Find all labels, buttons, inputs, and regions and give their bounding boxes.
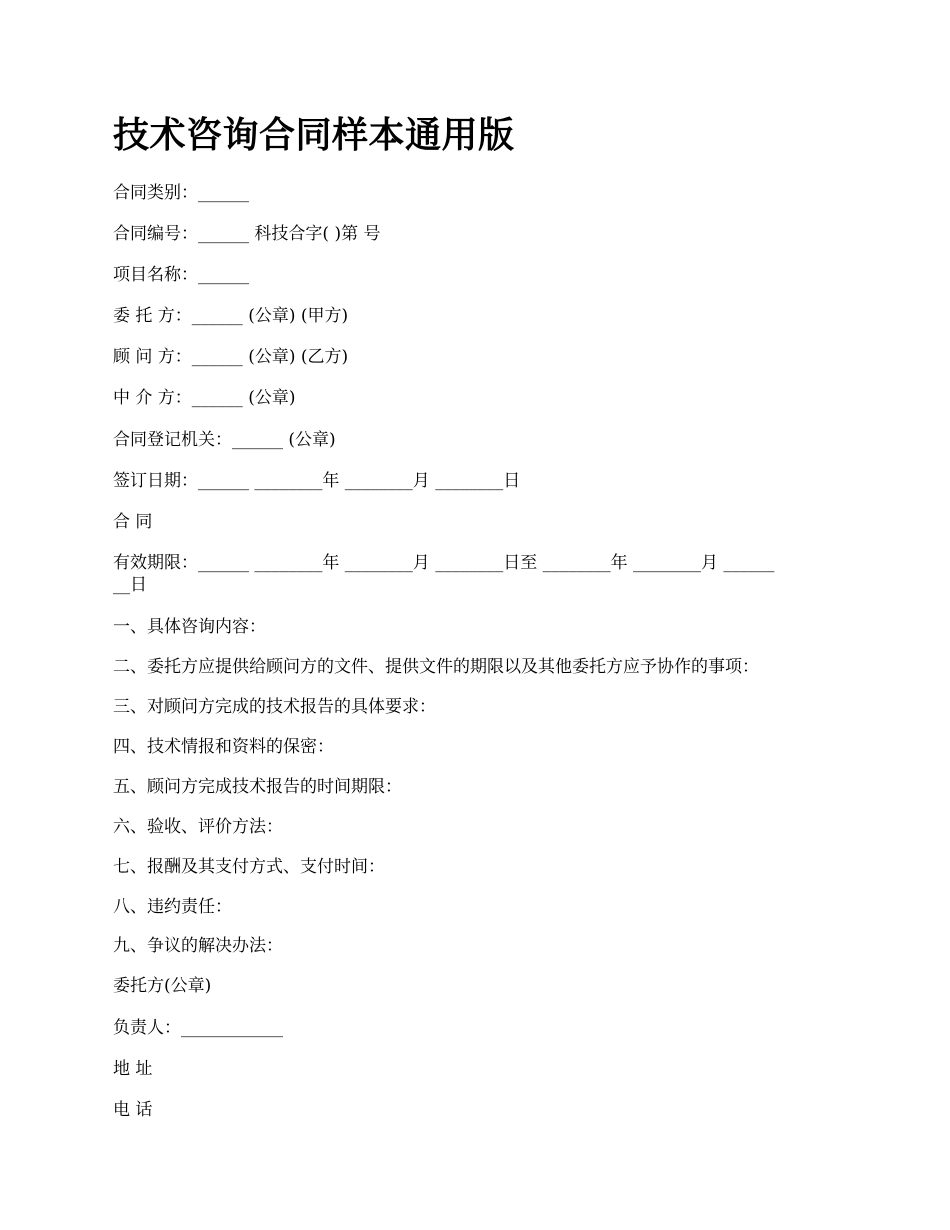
validity-period-continuation: __日 <box>113 575 147 595</box>
phone-line: 电 话 <box>113 1100 153 1120</box>
clause-5: 五、顾问方完成技术报告的时间期限： <box>113 777 402 797</box>
clause-3: 三、对顾问方完成的技术报告的具体要求： <box>113 697 436 717</box>
contract-heading-line: 合 同 <box>113 512 153 532</box>
contract-number-line: 合同编号：______ 科技合字( )第 号 <box>113 224 381 244</box>
clause-7: 七、报酬及其支付方式、支付时间： <box>113 857 385 877</box>
clause-9: 九、争议的解决办法： <box>113 936 283 956</box>
clause-2: 二、委托方应提供给顾问方的文件、提供文件的期限以及其他委托方应予协作的事项： <box>113 657 759 677</box>
document-title: 技术咨询合同样本通用版 <box>113 115 515 156</box>
consultant-party-line: 顾 问 方：______ (公章) (乙方) <box>113 347 349 367</box>
project-name-line: 项目名称：______ <box>113 265 249 285</box>
clause-8: 八、违约责任： <box>113 897 232 917</box>
client-party-line: 委 托 方：______ (公章) (甲方) <box>113 306 349 326</box>
validity-period-line: 有效期限：______ ________年 ________月 ________日至 ________年 ________月 ______ <box>113 553 775 573</box>
registration-authority-line: 合同登记机关：______ (公章) <box>113 430 336 450</box>
contract-category-line: 合同类别：______ <box>113 183 249 203</box>
clause-4: 四、技术情报和资料的保密： <box>113 737 334 757</box>
address-line: 地 址 <box>113 1059 153 1079</box>
person-in-charge-line: 负责人：____________ <box>113 1018 283 1038</box>
clause-6: 六、验收、评价方法： <box>113 817 283 837</box>
intermediary-party-line: 中 介 方：______ (公章) <box>113 388 296 408</box>
signing-date-line: 签订日期：______ ________年 ________月 ________日 <box>113 471 521 491</box>
clause-1: 一、具体咨询内容： <box>113 617 266 637</box>
client-seal-line: 委托方(公章) <box>113 976 212 996</box>
